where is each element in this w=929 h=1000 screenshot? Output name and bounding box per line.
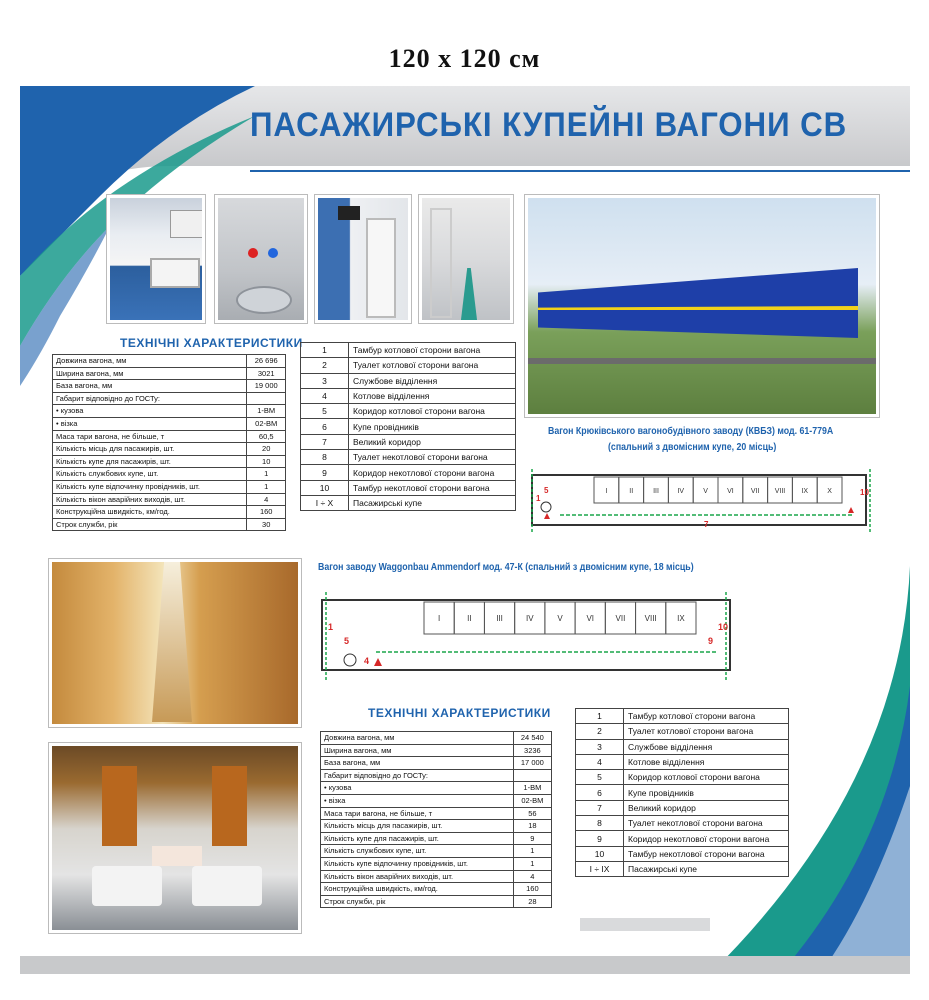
spec-row: [53, 430, 286, 443]
photo-wood-corridor: [48, 558, 302, 728]
legend-text: Туалет котлової сторони вагона: [624, 724, 789, 739]
spec-row: [53, 380, 286, 393]
legend-number: 1: [301, 343, 349, 358]
legend-row: [301, 388, 516, 403]
spec-label: Кількість купе відпочинку провідників, шт.: [53, 480, 247, 493]
spec-value: 9: [513, 832, 551, 845]
wagon1-legend-table: [300, 342, 516, 511]
spec-row: [321, 820, 552, 833]
spec-value: 26 696: [247, 355, 286, 368]
spec-row: [321, 895, 552, 908]
spec-value: 19 000: [247, 380, 286, 393]
spec-row: [53, 367, 286, 380]
spec-label: Строк служби, рік: [321, 895, 514, 908]
spec-row: [321, 807, 552, 820]
spec-row: [321, 757, 552, 770]
legend-number: 8: [301, 450, 349, 465]
legend-text: Купе провідників: [624, 785, 789, 800]
spec-row: [321, 845, 552, 858]
legend-number: 6: [301, 419, 349, 434]
svg-text:10: 10: [718, 622, 729, 632]
legend-text: Туалет некотлової сторони вагона: [624, 816, 789, 831]
svg-text:5: 5: [344, 636, 350, 646]
legend-number: 5: [576, 770, 624, 785]
legend-text: Коридор некотлової сторони вагона: [624, 831, 789, 846]
spec-label: Кількість місць для пасажирів, шт.: [53, 443, 247, 456]
spec-row: [53, 455, 286, 468]
compartment-label: V: [703, 488, 708, 495]
compartment-label: IV: [525, 614, 534, 623]
legend-row: [576, 724, 789, 739]
spec-value: 4: [247, 493, 286, 506]
photo-sleeping-compartment: [48, 742, 302, 934]
spec-row: [53, 468, 286, 481]
spec-value: [247, 392, 286, 405]
legend-text: Пасажирські купе: [349, 495, 516, 510]
spec-label: Конструкційна швидкість, км/год.: [321, 883, 514, 896]
spec-row: [321, 857, 552, 870]
photo-compartment-microwave: [106, 194, 206, 324]
spec-value: 28: [513, 895, 551, 908]
spec-label: Кількість вікон аварійних виходів, шт.: [53, 493, 247, 506]
legend-row: [301, 404, 516, 419]
legend-number: 10: [301, 480, 349, 495]
spec-label: Габарит відповідно до ГОСТу:: [321, 769, 514, 782]
compartment-label: VI: [727, 488, 734, 495]
compartment-label: III: [496, 614, 503, 623]
legend-text: Туалет котлової сторони вагона: [349, 358, 516, 373]
wagon1-tech-title: ТЕХНІЧНІ ХАРАКТЕРИСТИКИ: [120, 336, 303, 350]
compartment-label: VIII: [774, 488, 786, 495]
spec-row: [53, 506, 286, 519]
spec-row: [53, 443, 286, 456]
spec-label: Кількість купе для пасажирів, шт.: [321, 832, 514, 845]
spec-label: Кількість службових купе, шт.: [53, 468, 247, 481]
svg-text:1: 1: [328, 622, 334, 632]
compartment-label: I: [605, 488, 608, 495]
spec-label: Кількість місць для пасажирів, шт.: [321, 820, 514, 833]
spec-label: База вагона, мм: [53, 380, 247, 393]
compartment-label: III: [653, 488, 659, 495]
legend-row: [301, 465, 516, 480]
spec-value: 1: [247, 480, 286, 493]
legend-row: [576, 816, 789, 831]
spec-value: 1-ВМ: [247, 405, 286, 418]
spec-label: Кількість купе відпочинку провідників, шт.: [321, 857, 514, 870]
spec-value: 1-ВМ: [513, 782, 551, 795]
spec-value: 60,5: [247, 430, 286, 443]
legend-text: Коридор некотлової сторони вагона: [349, 465, 516, 480]
spec-value: 160: [247, 506, 286, 519]
spec-label: База вагона, мм: [321, 757, 514, 770]
spec-value: 3236: [513, 744, 551, 757]
compartment-label: IX: [801, 488, 809, 495]
spec-row: [53, 405, 286, 418]
spec-value: 1: [513, 857, 551, 870]
spec-row: [321, 794, 552, 807]
legend-text: Тамбур котлової сторони вагона: [349, 343, 516, 358]
spec-value: 20: [247, 443, 286, 456]
spec-label: Маса тари вагона, не більше, т: [53, 430, 247, 443]
wagon1-caption-line1: Вагон Крюківського вагонобудівного заводу (КВБЗ) мод. 61-779А: [548, 426, 834, 437]
wagon2-floor-plan: [316, 586, 736, 686]
wagon2-specs-table: [320, 731, 552, 908]
legend-row: [301, 373, 516, 388]
spec-value: 18: [513, 820, 551, 833]
spec-row: [321, 870, 552, 883]
compartment-label: II: [467, 614, 472, 623]
wagon1-floor-plan: [524, 461, 880, 541]
legend-row: [576, 861, 789, 876]
spec-value: [513, 769, 551, 782]
legend-number: 2: [301, 358, 349, 373]
legend-row: [301, 358, 516, 373]
spec-value: 160: [513, 883, 551, 896]
compartment-label: V: [557, 614, 563, 623]
poster-size-label: 120 х 120 см: [388, 44, 541, 73]
spec-row: [53, 493, 286, 506]
legend-row: [576, 754, 789, 769]
spec-label: Строк служби, рік: [53, 518, 247, 531]
poster-title: ПАСАЖИРСЬКІ КУПЕЙНІ ВАГОНИ СВ: [250, 106, 848, 144]
legend-row: [301, 450, 516, 465]
spec-value: 1: [513, 845, 551, 858]
legend-row: [301, 419, 516, 434]
svg-text:1: 1: [536, 494, 541, 503]
wagon2-tech-title: ТЕХНІЧНІ ХАРАКТЕРИСТИКИ: [368, 706, 551, 720]
legend-row: [576, 785, 789, 800]
wagon2-legend-table: [575, 708, 789, 877]
legend-text: Великий коридор: [349, 434, 516, 449]
spec-row: [53, 417, 286, 430]
svg-text:5: 5: [544, 486, 549, 495]
spec-value: 30: [247, 518, 286, 531]
legend-number: 10: [576, 846, 624, 861]
svg-text:7: 7: [704, 520, 709, 529]
spec-value: 3021: [247, 367, 286, 380]
compartment-label: IX: [677, 614, 685, 623]
legend-number: 2: [576, 724, 624, 739]
spec-row: [321, 883, 552, 896]
legend-number: 3: [576, 739, 624, 754]
spec-value: 17 000: [513, 757, 551, 770]
legend-text: Котлове відділення: [349, 388, 516, 403]
photo-train-exterior: [524, 194, 880, 418]
legend-number: 6: [576, 785, 624, 800]
legend-text: Пасажирські купе: [624, 861, 789, 876]
spec-value: 56: [513, 807, 551, 820]
photo-corridor: [418, 194, 514, 324]
spec-label: Довжина вагона, мм: [53, 355, 247, 368]
spec-label: Ширина вагона, мм: [53, 367, 247, 380]
spec-value: 24 540: [513, 732, 551, 745]
legend-number: 7: [576, 800, 624, 815]
legend-row: [576, 709, 789, 724]
spec-label: Кількість службових купе, шт.: [321, 845, 514, 858]
spec-label: Габарит відповідно до ГОСТу:: [53, 392, 247, 405]
legend-text: Великий коридор: [624, 800, 789, 815]
legend-text: Купе провідників: [349, 419, 516, 434]
legend-row: [301, 480, 516, 495]
compartment-label: VII: [750, 488, 760, 495]
spec-value: 10: [247, 455, 286, 468]
legend-number: 7: [301, 434, 349, 449]
spec-label: Маса тари вагона, не більше, т: [321, 807, 514, 820]
compartment-label: X: [827, 488, 832, 495]
spec-row: [53, 518, 286, 531]
legend-row: [576, 770, 789, 785]
wagon2-caption: Вагон заводу Waggonbau Ammendorf мод. 47-К (спальний з двомісним купе, 18 місць): [318, 562, 694, 573]
legend-number: 9: [301, 465, 349, 480]
spec-label: Ширина вагона, мм: [321, 744, 514, 757]
legend-row: [576, 846, 789, 861]
compartment-label: I: [437, 614, 441, 623]
legend-text: Коридор котлової сторони вагона: [349, 404, 516, 419]
legend-text: Службове відділення: [624, 739, 789, 754]
compartment-label: VI: [586, 614, 595, 623]
legend-row: [576, 831, 789, 846]
spec-label: • візка: [53, 417, 247, 430]
legend-number: 8: [576, 816, 624, 831]
spec-label: Конструкційна швидкість, км/год.: [53, 506, 247, 519]
spec-label: Кількість вікон аварійних виходів, шт.: [321, 870, 514, 883]
legend-number: 4: [301, 388, 349, 403]
legend-number: 1: [576, 709, 624, 724]
legend-number: 9: [576, 831, 624, 846]
spec-value: 02-ВМ: [247, 417, 286, 430]
legend-text: Тамбур некотлової сторони вагона: [624, 846, 789, 861]
legend-text: Тамбур некотлової сторони вагона: [349, 480, 516, 495]
legend-text: Туалет некотлової сторони вагона: [349, 450, 516, 465]
spec-value: 02-ВМ: [513, 794, 551, 807]
poster: [20, 86, 910, 974]
spec-value: 1: [247, 468, 286, 481]
wagon1-specs-table: [52, 354, 286, 531]
spec-row: [53, 480, 286, 493]
legend-row: [301, 343, 516, 358]
legend-row: [576, 800, 789, 815]
spec-row: [321, 782, 552, 795]
legend-text: Котлове відділення: [624, 754, 789, 769]
compartment-label: VII: [615, 614, 626, 623]
spec-label: Кількість купе для пасажирів, шт.: [53, 455, 247, 468]
compartment-label: IV: [677, 488, 685, 495]
spec-row: [53, 392, 286, 405]
spec-label: • візка: [321, 794, 514, 807]
legend-text: Тамбур котлової сторони вагона: [624, 709, 789, 724]
legend-number: I ÷ IX: [576, 861, 624, 876]
spec-label: • кузова: [53, 405, 247, 418]
spec-label: • кузова: [321, 782, 514, 795]
spec-row: [321, 832, 552, 845]
spec-value: 4: [513, 870, 551, 883]
compartment-label: VIII: [644, 614, 657, 623]
photo-compartment-door: [314, 194, 412, 324]
legend-row: [301, 434, 516, 449]
spec-row: [321, 732, 552, 745]
legend-number: 5: [301, 404, 349, 419]
legend-number: 3: [301, 373, 349, 388]
spec-row: [321, 769, 552, 782]
compartment-label: II: [629, 488, 634, 495]
photo-toilet-sink: [214, 194, 308, 324]
spec-label: Довжина вагона, мм: [321, 732, 514, 745]
legend-row: [576, 739, 789, 754]
spec-row: [53, 355, 286, 368]
wagon1-caption-line2: (спальний з двомісним купе, 20 місць): [608, 442, 777, 453]
legend-text: Службове відділення: [349, 373, 516, 388]
spec-row: [321, 744, 552, 757]
legend-number: 4: [576, 754, 624, 769]
legend-number: I ÷ X: [301, 495, 349, 510]
legend-row: [301, 495, 516, 510]
svg-text:9: 9: [708, 636, 714, 646]
svg-text:4: 4: [364, 656, 370, 666]
legend-text: Коридор котлової сторони вагона: [624, 770, 789, 785]
svg-text:10: 10: [860, 488, 869, 497]
